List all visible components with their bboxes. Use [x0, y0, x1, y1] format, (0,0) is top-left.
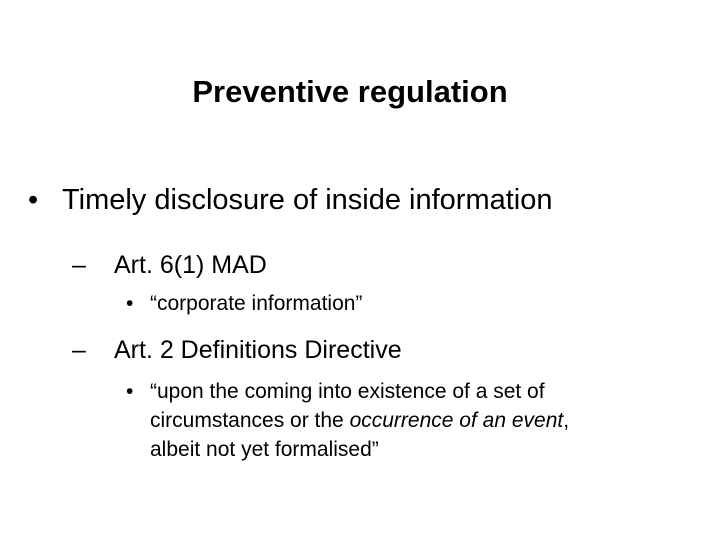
sub-bullet-art2 — [72, 334, 402, 366]
sub-sub-bullet-text: “corporate information” — [150, 292, 363, 315]
sub-sub-bullet-quote — [126, 377, 569, 464]
quote-line-1: “upon the coming into existence of a set of — [150, 380, 545, 403]
quote-line-2-end: , — [563, 409, 570, 432]
bullet-text: Timely disclosure of inside information — [62, 184, 553, 216]
bullet-dot-icon: • — [126, 292, 134, 315]
sub-sub-bullet-corporate — [126, 289, 362, 318]
bullet-level1 — [28, 180, 553, 220]
quote-line-2-start: circumstances or the — [150, 409, 350, 432]
dash-bullet-icon: – — [72, 336, 86, 364]
quote-line-2 — [150, 406, 569, 435]
sub-bullet-text: Art. 2 Definitions Directive — [114, 336, 402, 364]
quote-line-3: albeit not yet formalised” — [150, 438, 379, 461]
quote-italic-phrase: occurrence of an event — [349, 409, 564, 432]
sub-bullet-text: Art. 6(1) MAD — [114, 251, 267, 279]
sub-bullet-art6 — [72, 249, 267, 281]
slide-title: Preventive regulation — [192, 74, 508, 109]
quote-text — [150, 377, 569, 464]
dash-bullet-icon: – — [72, 251, 86, 279]
bullet-dot-icon: • — [28, 184, 39, 216]
bullet-dot-icon: • — [126, 380, 134, 403]
